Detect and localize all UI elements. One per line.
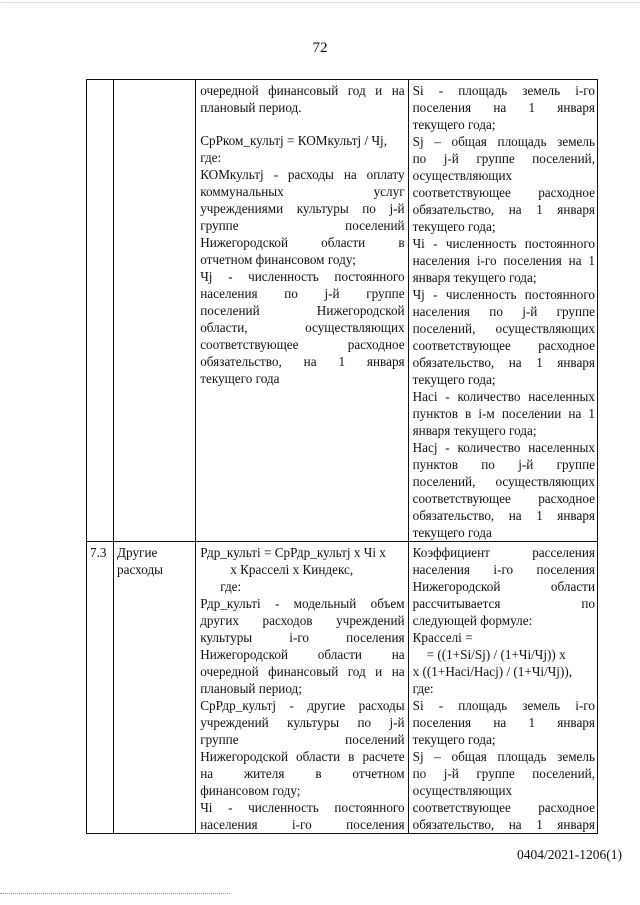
formula-text	[196, 542, 407, 833]
formula-cell	[196, 80, 408, 542]
text-line: Рдр_культi = СрРдр_культj х Чi х	[200, 545, 386, 560]
text-line: Нижегородской области в расчете	[200, 749, 405, 764]
text-line: области, осуществляющих	[200, 320, 405, 335]
notes-text	[409, 542, 597, 833]
text-line: соответствующее расходное	[412, 491, 595, 506]
expense-name-cell	[114, 542, 196, 834]
text-line: Рдр_культi - модельный объем	[200, 596, 405, 611]
text-line: учреждений культуры по j-й	[200, 715, 405, 730]
row-number-cell	[87, 542, 114, 834]
text-line: очередной финансовый год и на	[200, 83, 405, 98]
text-line: по j-й группе поселений,	[412, 151, 595, 166]
text-line: Нижегородской области на	[200, 647, 405, 662]
text-line: обязательство, на 1 января	[412, 508, 595, 523]
text-line: Sj – общая площадь земель	[412, 134, 595, 149]
text-line: Насi - количество населенных	[412, 389, 595, 404]
text-line: Нижегородской области в	[200, 235, 405, 250]
text-line: КОМкультj - расходы на оплату	[200, 167, 405, 182]
text-line: СрРдр_культj - другие расходы	[200, 698, 405, 713]
formula-text	[196, 80, 407, 387]
text-line: рассчитывается по	[412, 596, 595, 611]
text-line: плановый период;	[200, 681, 302, 696]
text-line: коммунальных услуг	[200, 184, 405, 199]
page-number: 72	[312, 40, 328, 56]
text-line: по j-й группе поселений,	[412, 766, 595, 781]
text-line: населения по j-й группе	[412, 304, 595, 319]
text-line: соответствующее расходное	[412, 185, 595, 200]
text-line: Чi - численность постоянного	[200, 800, 405, 815]
text-line: соответствующее расходное	[412, 338, 595, 353]
document-code: 0404/2021-1206(1)	[517, 847, 622, 862]
text-line: х ((1+Насi/Насj) / (1+Чi/Чj)),	[412, 664, 573, 679]
text-line: Нижегородской области	[412, 579, 595, 594]
expense-name-cell	[114, 80, 196, 542]
text-line: = ((1+Si/Sj) / (1+Чi/Чj)) х	[426, 647, 566, 662]
text-line: расходы	[117, 562, 164, 577]
text-line: текущего года	[412, 525, 492, 540]
expenses-table	[86, 79, 598, 834]
text-line: соответствующее расходное	[412, 800, 595, 815]
text-line: обязательство, на 1 января	[412, 355, 595, 370]
text-line: очередной финансовый год и на	[200, 664, 405, 679]
text-line: Насj - количество населенных	[412, 440, 595, 455]
text-line: плановый период.	[200, 100, 302, 115]
text-line: Коэффициент расселения	[412, 545, 595, 560]
text-line: осуществляющих	[412, 168, 513, 183]
text-line: обязательство, на 1 января	[412, 817, 595, 832]
text-line: населения i-го поселения	[412, 562, 595, 577]
expense-name	[114, 542, 195, 578]
text-line: текущего года	[200, 371, 280, 386]
row-number: 7.3	[90, 545, 107, 560]
text-line: соответствующее расходное	[200, 337, 405, 352]
table-row	[87, 80, 598, 542]
scan-edge-artifact	[0, 2, 640, 3]
text-line: где:	[412, 681, 434, 696]
text-line: Другие	[117, 545, 158, 560]
text-line: пунктов по j-й группе	[412, 457, 595, 472]
text-line: текущего года;	[412, 732, 496, 747]
text-line: поселения на 1 января	[412, 715, 595, 730]
text-line: обязательство, на 1 января	[200, 354, 405, 369]
text-line: где:	[220, 579, 242, 594]
text-line: населения i-го поселения	[200, 817, 405, 832]
text-line: Чi - численность постоянного	[412, 236, 595, 251]
text-line: Sj – общая площадь земель	[412, 749, 595, 764]
text-line: поселения на 1 января	[412, 100, 595, 115]
text-line: группе поселений	[200, 732, 405, 747]
text-line: января текущего года;	[412, 270, 537, 285]
notes-cell	[408, 80, 597, 542]
text-line: января текущего года;	[412, 423, 537, 438]
text-line: следующей формуле:	[412, 613, 533, 628]
text-line: Si - площадь земель i-го	[412, 698, 595, 713]
text-line: поселений, осуществляющих	[412, 474, 595, 489]
text-line: населения i-го поселения на 1	[412, 253, 595, 268]
text-line: где:	[200, 150, 222, 165]
text-line: обязательство, на 1 января	[412, 202, 595, 217]
row-number-cell	[87, 80, 114, 542]
text-line: поселений, осуществляющих	[412, 321, 595, 336]
text-line: финансовом году;	[200, 783, 301, 798]
formula-cell	[196, 542, 408, 834]
text-line: Чj - численность постоянного	[412, 287, 595, 302]
text-line: культуры i-го поселения	[200, 630, 405, 645]
table-row	[87, 542, 598, 834]
text-line: на жителя в отчетном	[200, 766, 405, 781]
text-line: текущего года;	[412, 219, 496, 234]
text-line: Красселi =	[412, 630, 473, 645]
scan-edge-artifact	[0, 893, 230, 894]
text-line: текущего года;	[412, 117, 496, 132]
text-line: других расходов учреждений	[200, 613, 405, 628]
text-line	[200, 116, 404, 132]
text-line: отчетном финансовом году;	[200, 252, 356, 267]
text-line: учреждениями культуры по j-й	[200, 201, 405, 216]
text-line: Si - площадь земель i-го	[412, 83, 595, 98]
notes-cell	[408, 542, 597, 834]
text-line: поселений Нижегородской	[200, 303, 405, 318]
text-line: группе поселений	[200, 218, 405, 233]
notes-text	[409, 80, 597, 541]
text-line: пунктов в i-м поселении на 1	[412, 406, 595, 421]
text-line: населения по j-й группе	[200, 286, 405, 301]
text-line: Чj - численность постоянного	[200, 269, 405, 284]
text-line: СрРком_культj = КОМкультj / Чj,	[200, 133, 387, 148]
text-line: х Красселi х Киндекс,	[230, 562, 354, 577]
text-line: осуществляющих	[412, 783, 513, 798]
text-line: текущего года;	[412, 372, 496, 387]
